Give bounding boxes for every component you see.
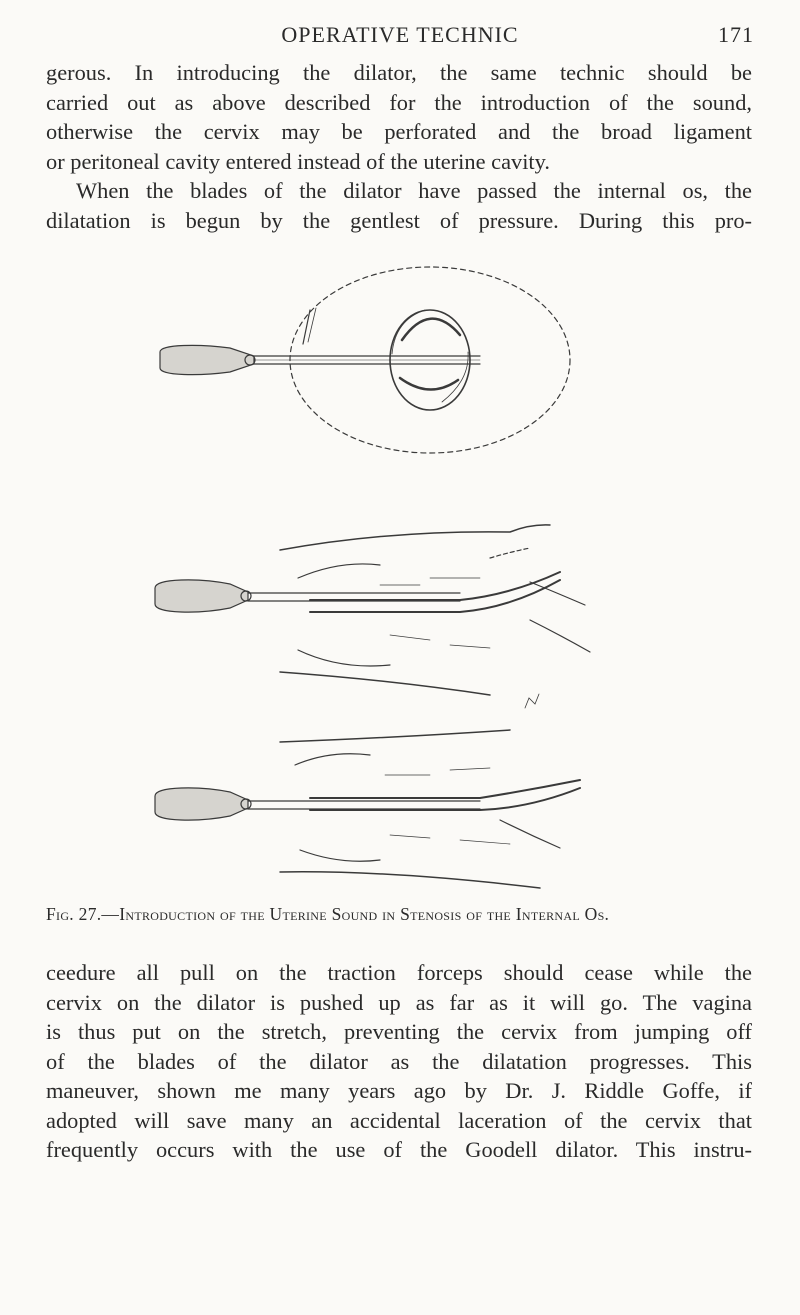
caption-text: —Introduction of the Uterine Sound in Stenosis of the Internal Os. [101,904,610,924]
dilator-illustration [130,260,690,900]
running-title: OPERATIVE TECHNIC [281,22,519,47]
text-line: cervix on the dilator is pushed up as far as it will go. The vagina [46,989,752,1015]
bottom-paragraph [46,958,752,1165]
caption-label: Fig. 27. [46,904,102,924]
text-line: or peritoneal cavity entered instead of the uterine cavity. [46,148,550,174]
figure-27-illustration [130,260,690,900]
page-number: 171 [718,22,754,47]
text-line: ceedure all pull on the traction forceps should cease while the [46,960,752,985]
text-line: carried out as above described for the introduction of the sound, [46,89,752,115]
text-line: maneuver, shown me many years ago by Dr. J. Riddle Goffe, if [46,1078,752,1103]
dilator-bottom [155,788,480,820]
running-header [0,22,800,52]
dilator-top [160,345,480,374]
cervix-side-view-1 [280,525,590,695]
text-line: When the blades of the dilator have passed the internal os, the [76,178,752,203]
text-line: is thus put on the stretch, preventing the cervix from jumping off [46,1019,752,1044]
text-line: of the blades of the dilator as the dilatation progresses. This [46,1048,752,1074]
text-line: adopted will save many an accidental laceration of the cervix that [46,1107,752,1133]
text-line: frequently occurs with the use of the Goodell dilator. This instru- [46,1137,752,1162]
cervix-side-view-2 [280,694,580,888]
text-line: dilatation is begun by the gentlest of pressure. During this pro- [46,207,752,233]
text-line: otherwise the cervix may be perforated and the broad ligament [46,119,752,144]
figure-caption [46,904,756,925]
text-line: gerous. In introducing the dilator, the same technic should be [46,60,752,85]
top-paragraph [46,58,752,235]
